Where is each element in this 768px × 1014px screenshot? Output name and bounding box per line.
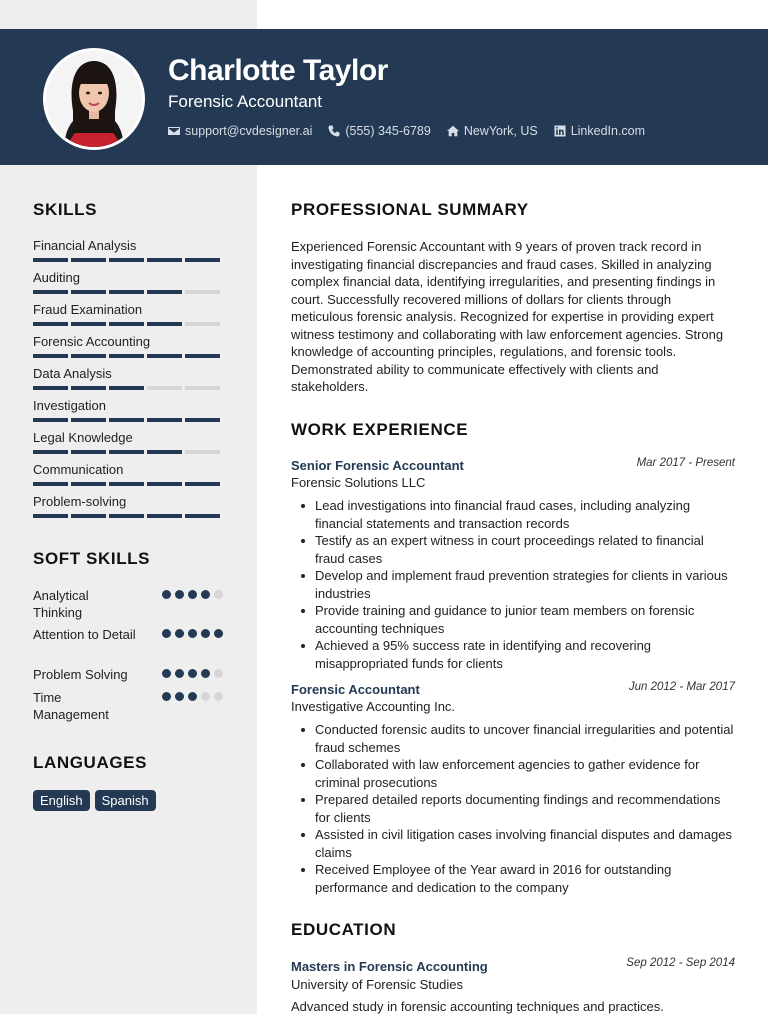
contact-location-text: NewYork, US	[463, 124, 538, 138]
skill-level-bar	[33, 418, 223, 422]
skill-level-segment	[71, 482, 106, 486]
skill-level-bar	[33, 450, 223, 454]
skill-label: Investigation	[33, 398, 106, 413]
skill-label: Communication	[33, 462, 124, 477]
candidate-title: Forensic Accountant	[168, 92, 323, 111]
skill-item	[33, 430, 223, 454]
skill-level-segment	[33, 514, 68, 518]
skill-label: Legal Knowledge	[33, 430, 133, 445]
job-bullet: Conducted forensic audits to uncover financial irregularities and potential fraud schemes	[291, 721, 736, 756]
skill-level-segment	[109, 450, 144, 454]
rating-dot	[175, 590, 184, 599]
skill-label: Data Analysis	[33, 366, 112, 381]
skill-level-segment	[33, 354, 68, 358]
skill-item	[33, 398, 223, 422]
soft-skill-rating	[158, 669, 223, 683]
job-title: Forensic Accountant	[291, 682, 420, 697]
skill-level-segment	[185, 450, 220, 454]
skill-level-segment	[147, 290, 182, 294]
rating-dot	[162, 629, 171, 638]
skill-level-segment	[185, 322, 220, 326]
skill-item	[33, 302, 223, 326]
skill-level-segment	[147, 450, 182, 454]
rating-dot	[201, 590, 210, 599]
rating-dot	[214, 629, 223, 638]
education-heading: EDUCATION	[291, 920, 397, 939]
summary-text: Experienced Forensic Accountant with 9 years of proven track record in investigating financial discrepancies and fraud cases. Skilled in analyzing complex financial data, identifying irregularities, and presenting findings in court. Successfully recovered millions of dollars for clients through meticulous forensic analysis. Recognized for expertise in providing expert witness testimony and collaborating with law enforcement agencies. Strong knowledge of accounting principles, regulations, and forensic tools. Demonstrated ability to communicate effectively with clients and stakeholders.	[291, 239, 724, 394]
job-bullet: Collaborated with law enforcement agencies to gather evidence for criminal prosecutions	[291, 756, 736, 791]
skill-level-segment	[147, 418, 182, 422]
skill-level-segment	[147, 322, 182, 326]
rating-dot	[214, 692, 223, 701]
skill-level-bar	[33, 514, 223, 518]
skill-level-segment	[33, 258, 68, 262]
skill-level-segment	[71, 258, 106, 262]
rating-dot	[162, 590, 171, 599]
rating-dot	[175, 692, 184, 701]
rating-dot	[201, 669, 210, 678]
rating-dot	[162, 692, 171, 701]
rating-dot	[201, 629, 210, 638]
job-bullet: Develop and implement fraud prevention strategies for clients in various industries	[291, 567, 736, 602]
soft-skill-item	[33, 587, 223, 621]
skill-level-segment	[33, 450, 68, 454]
linkedin-icon	[554, 125, 566, 137]
skill-level-bar	[33, 290, 223, 294]
skill-level-segment	[71, 354, 106, 358]
resume-header	[0, 29, 768, 165]
experience-heading: WORK EXPERIENCE	[291, 420, 469, 439]
skills-heading: SKILLS	[33, 200, 98, 219]
job-bullet: Provide training and guidance to junior team members on forensic accounting techniques	[291, 602, 736, 637]
contact-phone-text: (555) 345-6789	[345, 124, 431, 138]
soft-skill-rating	[158, 590, 223, 621]
skill-level-segment	[185, 290, 220, 294]
summary-heading: PROFESSIONAL SUMMARY	[291, 200, 529, 219]
skill-level-segment	[147, 514, 182, 518]
job-dates: Jun 2012 - Mar 2017	[628, 681, 735, 693]
rating-dot	[188, 629, 197, 638]
job-dates: Mar 2017 - Present	[636, 457, 735, 469]
language-badge: Spanish	[95, 790, 156, 811]
skill-level-segment	[33, 386, 68, 390]
skill-level-segment	[147, 258, 182, 262]
contact-phone[interactable]	[328, 124, 430, 138]
job-bullets	[291, 721, 736, 896]
skill-level-segment	[109, 258, 144, 262]
job-company: Forensic Solutions LLC	[291, 475, 426, 490]
soft-skills-heading: SOFT SKILLS	[33, 549, 151, 568]
contact-email[interactable]	[168, 124, 312, 138]
skill-level-segment	[71, 514, 106, 518]
skill-level-segment	[71, 418, 106, 422]
skill-level-segment	[109, 290, 144, 294]
home-icon	[447, 125, 459, 137]
skill-level-segment	[147, 482, 182, 486]
education-degree: Masters in Forensic Accounting	[291, 959, 488, 974]
skill-item	[33, 366, 223, 390]
skill-level-segment	[71, 450, 106, 454]
rating-dot	[175, 669, 184, 678]
rating-dot	[188, 590, 197, 599]
contact-email-text: support@cvdesigner.ai	[185, 124, 313, 138]
soft-skill-item	[33, 666, 223, 683]
rating-dot	[201, 692, 210, 701]
contact-bar	[168, 124, 661, 138]
skill-level-segment	[33, 418, 68, 422]
rating-dot	[175, 629, 184, 638]
envelope-icon	[168, 125, 180, 137]
rating-dot	[188, 669, 197, 678]
skill-item	[33, 270, 223, 294]
language-badge: English	[33, 790, 90, 811]
education-dates: Sep 2012 - Sep 2014	[626, 957, 735, 969]
skill-level-segment	[109, 354, 144, 358]
soft-skill-item	[33, 689, 223, 723]
skill-level-segment	[185, 514, 220, 518]
skill-level-segment	[185, 418, 220, 422]
job-company: Investigative Accounting Inc.	[291, 699, 456, 714]
soft-skill-label: Problem Solving	[33, 667, 128, 682]
skill-item	[33, 494, 223, 518]
skill-item	[33, 238, 223, 262]
skill-level-segment	[109, 418, 144, 422]
soft-skill-item	[33, 626, 223, 643]
job-bullet: Received Employee of the Year award in 2016 for outstanding performance and dedication to the company	[291, 861, 736, 896]
education-school: University of Forensic Studies	[291, 977, 463, 992]
job-bullet: Prepared detailed reports documenting findings and recommendations for clients	[291, 791, 736, 826]
skill-level-segment	[71, 386, 106, 390]
job-title: Senior Forensic Accountant	[291, 458, 464, 473]
skill-level-bar	[33, 354, 223, 358]
skill-level-segment	[71, 290, 106, 294]
skill-label: Problem-solving	[33, 494, 127, 509]
skill-level-segment	[147, 354, 182, 358]
soft-skill-rating	[158, 692, 223, 723]
skill-level-segment	[109, 322, 144, 326]
candidate-name: Charlotte Taylor	[168, 54, 388, 87]
skill-level-segment	[109, 482, 144, 486]
skill-level-segment	[185, 354, 220, 358]
skill-item	[33, 462, 223, 486]
rating-dot	[162, 669, 171, 678]
skill-level-segment	[185, 386, 220, 390]
skill-level-bar	[33, 386, 223, 390]
skill-level-segment	[147, 386, 182, 390]
skill-item	[33, 334, 223, 358]
skill-level-segment	[33, 290, 68, 294]
skill-level-segment	[109, 514, 144, 518]
soft-skill-label: Attention to Detail	[33, 627, 136, 642]
skill-label: Fraud Examination	[33, 302, 143, 317]
rating-dot	[214, 590, 223, 599]
languages-heading: LANGUAGES	[33, 753, 148, 772]
contact-linkedin[interactable]	[554, 124, 645, 138]
job-bullet: Achieved a 95% success rate in identifying and recovering misappropriated funds for clients	[291, 637, 736, 672]
phone-icon	[328, 125, 340, 137]
skill-label: Financial Analysis	[33, 238, 137, 253]
soft-skill-label: Time Management	[33, 690, 109, 722]
job-bullet: Testify as an expert witness in court proceedings related to financial fraud cases	[291, 532, 736, 567]
skill-level-segment	[33, 322, 68, 326]
skill-level-segment	[71, 322, 106, 326]
skill-level-segment	[109, 386, 144, 390]
rating-dot	[188, 692, 197, 701]
skill-label: Forensic Accounting	[33, 334, 151, 349]
skill-level-segment	[185, 482, 220, 486]
profile-photo	[46, 51, 142, 147]
avatar	[43, 48, 145, 150]
soft-skill-rating	[158, 629, 223, 643]
contact-location	[447, 124, 538, 138]
soft-skill-label: Analytical Thinking	[33, 588, 89, 620]
skill-level-segment	[33, 482, 68, 486]
languages-list	[33, 790, 161, 811]
job-bullet: Lead investigations into financial fraud cases, including analyzing financial statements and transaction records	[291, 497, 736, 532]
skill-level-bar	[33, 322, 223, 326]
skill-label: Auditing	[33, 270, 80, 285]
contact-linkedin-text: LinkedIn.com	[570, 124, 646, 138]
job-bullet: Assisted in civil litigation cases involving financial disputes and damages claims	[291, 826, 736, 861]
skill-level-bar	[33, 258, 223, 262]
skill-level-segment	[185, 258, 220, 262]
job-bullets	[291, 497, 736, 672]
skill-level-bar	[33, 482, 223, 486]
education-description: Advanced study in forensic accounting techniques and practices.	[291, 999, 664, 1014]
rating-dot	[214, 669, 223, 678]
